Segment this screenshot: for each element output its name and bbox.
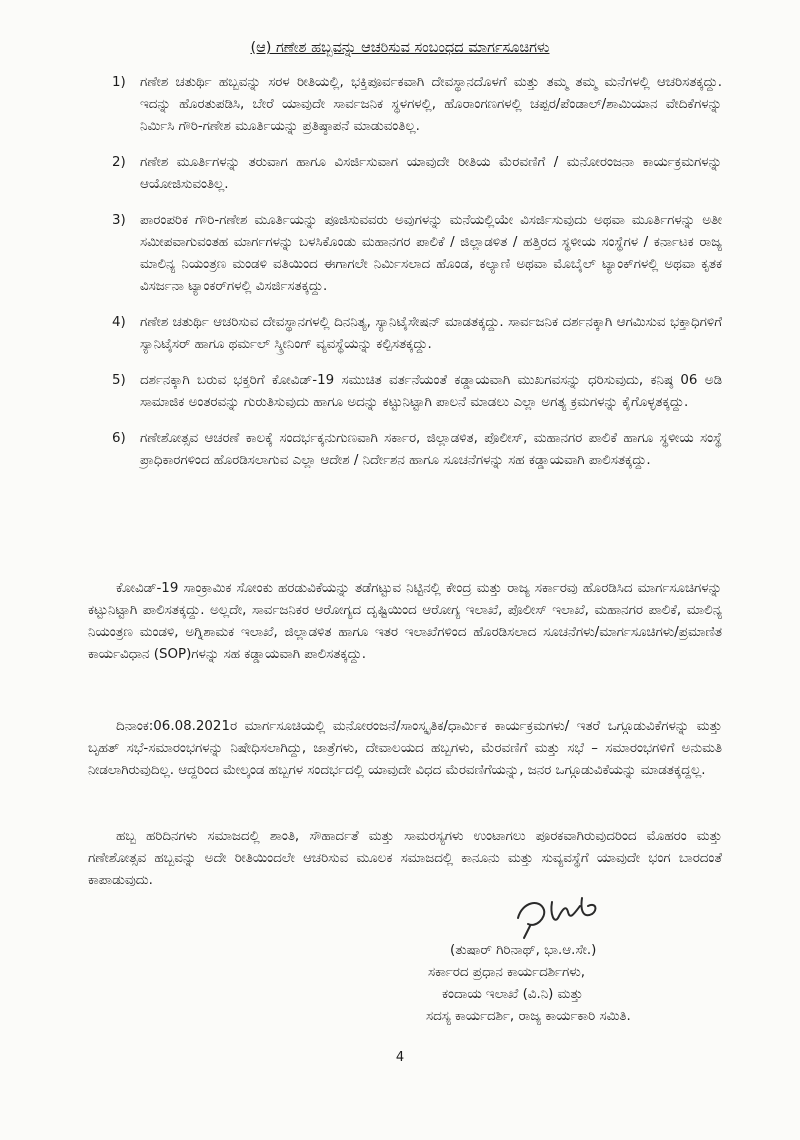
paragraph-harmony: ಹಬ್ಬ ಹರಿದಿನಗಳು ಸಮಾಜದಲ್ಲಿ ಶಾಂತಿ, ಸೌಹಾರ್ದತೆ ಮತ್ತು ಸಾಮರಸ್ಯಗಳು ಉಂಟಾಗಲು ಪೂರಕವಾಗಿರುವುದರಿಂದ ಮೊಹರಂ ಮತ್ತು ಗಣೇಶೋತ್ಸವ ಹಬ್ಬವನ್ನು ಅದೇ ರೀತಿಯಿಂದಲೇ ಆಚರಿಸುವ ಮೂಲಕ ಸಮಾಜದಲ್ಲಿ ಕಾನೂನು ಮತ್ತು ಸುವ್ಯವಸ್ಥೆಗೆ ಯಾವುದೇ ಭಂಗ ಬಾರದಂತೆ ಕಾಪಾಡುವುದು. xyxy=(88,829,722,888)
item-text: ದರ್ಶನಕ್ಕಾಗಿ ಬರುವ ಭಕ್ತರಿಗೆ ಕೋವಿಡ್-19 ಸಮುಚಿತ ವರ್ತನೆಯಂತೆ ಕಡ್ಡಾಯವಾಗಿ ಮುಖಗವಸನ್ನು ಧರಿಸುವುದು, ಕನಿಷ್ಠ 06 ಅಡಿ ಸಾಮಾಜಿಕ ಅಂತರವನ್ನು ಗುರುತಿಸುವುದು ಹಾಗೂ ಅದನ್ನು ಕಟ್ಟುನಿಟ್ಟಾಗಿ ಪಾಲನೆ ಮಾಡಲು ಎಲ್ಲಾ ಅಗತ್ಯ ಕ್ರಮಗಳನ್ನು ಕೈಗೊಳ್ಳತಕ್ಕದ್ದು. xyxy=(140,373,722,410)
item-text: ಗಣೇಶೋತ್ಸವ ಆಚರಣೆ ಕಾಲಕ್ಕೆ ಸಂದರ್ಭಕ್ಕನುಗುಣವಾಗಿ ಸರ್ಕಾರ, ಜಿಲ್ಲಾಡಳಿತ, ಪೊಲೀಸ್, ಮಹಾನಗರ ಪಾಲಿಕೆ ಹಾಗೂ ಸ್ಥಳೀಯ ಸಂಸ್ಥೆ ಪ್ರಾಧಿಕಾರಗಳಿಂದ ಹೊರಡಿಸಲಾಗುವ ಎಲ್ಲಾ ಆದೇಶ / ನಿರ್ದೇಶನ ಹಾಗೂ ಸೂಚನೆಗಳನ್ನು ಸಹ ಕಡ್ಡಾಯವಾಗಿ ಪಾಲಿಸತಕ್ಕದ್ದು. xyxy=(140,431,722,468)
item-number: 6) xyxy=(112,431,126,446)
signature-icon xyxy=(500,888,605,943)
item-text: ಗಣೇಶ ಚತುರ್ಥಿ ಆಚರಿಸುವ ದೇವಸ್ಥಾನಗಳಲ್ಲಿ ದಿನನಿತ್ಯ, ಸ್ಯಾನಿಟೈಸೇಷನ್ ಮಾಡತಕ್ಕದ್ದು. ಸಾರ್ವಜನಿಕ ದರ್ಶನಕ್ಕಾಗಿ ಆಗಮಿಸುವ ಭಕ್ತಾಧಿಗಳಿಗೆ ಸ್ಯಾನಿಟೈಸರ್ ಹಾಗೂ ಥರ್ಮಲ್ ಸ್ಕ್ರೀನಿಂಗ್ ವ್ಯವಸ್ಥೆಯನ್ನು ಕಲ್ಪಿಸತಕ್ಕದ್ದು. xyxy=(140,315,722,352)
paragraph-order-date: ದಿನಾಂಕ:06.08.2021ರ ಮಾರ್ಗಸೂಚಿಯಲ್ಲಿ ಮನೋರಂಜನೆ/ಸಾಂಸ್ಕೃತಿಕ/ಧಾರ್ಮಿಕ ಕಾರ್ಯಕ್ರಮಗಳು/ ಇತರೆ ಒಗ್ಗೂಡುವಿಕೆಗಳನ್ನು ಮತ್ತು ಬೃಹತ್ ಸಭೆ-ಸಮಾರಂಭಗಳನ್ನು ನಿಷೇಧಿಸಲಾಗಿದ್ದು, ಜಾತ್ರೆಗಳು, ದೇವಾಲಯದ ಹಬ್ಬಗಳು, ಮೆರವಣಿಗೆ ಮತ್ತು ಸಭೆ – ಸಮಾರಂಭಗಳಿಗೆ ಅನುಮತಿ ನೀಡಲಾಗಿರುವುದಿಲ್ಲ. ಆದ್ದರಿಂದ ಮೇಲ್ಕಂಡ ಹಬ್ಬಗಳ ಸಂದರ್ಭದಲ್ಲಿ ಯಾವುದೇ ವಿಧದ ಮೆರವಣಿಗೆಯನ್ನು, ಜನರ ಒಗ್ಗೂಡುವಿಕೆಯನ್ನು ಮಾಡತಕ್ಕದ್ದಲ್ಲ. xyxy=(88,719,722,778)
list-item xyxy=(112,152,722,196)
section-heading: (ಆ) ಗಣೇಶ ಹಬ್ಬವನ್ನು ಆಚರಿಸುವ ಸಂಬಂಧದ ಮಾರ್ಗಸೂಚಿಗಳು xyxy=(250,40,550,56)
item-number: 4) xyxy=(112,315,126,330)
item-text: ಗಣೇಶ ಚತುರ್ಥಿ ಹಬ್ಬವನ್ನು ಸರಳ ರೀತಿಯಲ್ಲಿ, ಭಕ್ತಿಪೂರ್ವಕವಾಗಿ ದೇವಸ್ಥಾನದೊಳಗೆ ಮತ್ತು ತಮ್ಮ ತಮ್ಮ ಮನೆಗಳಲ್ಲಿ ಆಚರಿಸತಕ್ಕದ್ದು. ಇದನ್ನು ಹೊರತುಪಡಿಸಿ, ಬೇರೆ ಯಾವುದೇ ಸಾರ್ವಜನಿಕ ಸ್ಥಳಗಳಲ್ಲಿ, ಹೊರಾಂಗಣಗಳಲ್ಲಿ ಚಪ್ಪರ/ಪೆಂಡಾಲ್/ಶಾಮಿಯಾನ ವೇದಿಕೆಗಳನ್ನು ನಿರ್ಮಿಸಿ ಗೌರಿ-ಗಣೇಶ ಮೂರ್ತಿಯನ್ನು ಪ್ರತಿಷ್ಠಾಪನೆ ಮಾಡುವಂತಿಲ್ಲ. xyxy=(140,75,722,134)
signatory-name: (ತುಷಾರ್ ಗಿರಿನಾಥ್, ಭಾ.ಆ.ಸೇ.) xyxy=(450,943,597,958)
signatory-committee: ಸದಸ್ಯ ಕಾರ್ಯದರ್ಶಿ, ರಾಜ್ಯ ಕಾರ್ಯಕಾರಿ ಸಮಿತಿ. xyxy=(426,1009,631,1024)
item-number: 2) xyxy=(112,155,126,170)
list-item xyxy=(112,72,722,138)
signature-image xyxy=(500,888,605,943)
item-text: ಪಾರಂಪರಿಕ ಗೌರಿ-ಗಣೇಶ ಮೂರ್ತಿಯನ್ನು ಪೂಜಿಸುವವರು ಅವುಗಳನ್ನು ಮನೆಯಲ್ಲಿಯೇ ವಿಸರ್ಜಿಸುವುದು ಅಥವಾ ಮೂರ್ತಿಗಳನ್ನು ಅತೀ ಸಮೀಪವಾಗುವಂತಹ ಮಾರ್ಗಗಳನ್ನು ಬಳಸಿಕೊಂಡು ಮಹಾನಗರ ಪಾಲಿಕೆ / ಜಿಲ್ಲಾಡಳಿತ / ಹತ್ತಿರದ ಸ್ಥಳೀಯ ಸಂಸ್ಥೆಗಳ / ಕರ್ನಾಟಕ ರಾಜ್ಯ ಮಾಲಿನ್ಯ ನಿಯಂತ್ರಣ ಮಂಡಳಿ ವತಿಯಿಂದ ಈಗಾಗಲೇ ನಿರ್ಮಿಸಲಾದ ಹೊಂಡ, ಕಲ್ಯಾಣಿ ಅಥವಾ ಮೊಬೈಲ್ ಟ್ಯಾಂಕ್‌ಗಳಲ್ಲಿ ಅಥವಾ ಕೃತಕ ವಿಸರ್ಜನಾ ಟ್ಯಾಂಕರ್‌ಗಳಲ್ಲಿ ವಿಸರ್ಜಿಸತಕ್ಕದ್ದು. xyxy=(140,213,722,294)
item-number: 3) xyxy=(112,213,126,228)
list-item xyxy=(112,312,722,356)
item-number: 5) xyxy=(112,373,126,388)
paragraph-covid-guidelines: ಕೋವಿಡ್-19 ಸಾಂಕ್ರಾಮಿಕ ಸೋಂಕು ಹರಡುವಿಕೆಯನ್ನು ತಡೆಗಟ್ಟುವ ನಿಟ್ಟಿನಲ್ಲಿ ಕೇಂದ್ರ ಮತ್ತು ರಾಜ್ಯ ಸರ್ಕಾರವು ಹೊರಡಿಸಿದ ಮಾರ್ಗಸೂಚಿಗಳನ್ನು ಕಟ್ಟುನಿಟ್ಟಾಗಿ ಪಾಲಿಸತಕ್ಕದ್ದು. ಅಲ್ಲದೇ, ಸಾರ್ವಜನಿಕರ ಆರೋಗ್ಯದ ದೃಷ್ಟಿಯಿಂದ ಆರೋಗ್ಯ ಇಲಾಖೆ, ಪೊಲೀಸ್ ಇಲಾಖೆ, ಮಹಾನಗರ ಪಾಲಿಕೆ, ಮಾಲಿನ್ಯ ನಿಯಂತ್ರಣ ಮಂಡಳಿ, ಅಗ್ನಿಶಾಮಕ ಇಲಾಖೆ, ಜಿಲ್ಲಾಡಳಿತ ಹಾಗೂ ಇತರ ಇಲಾಖೆಗಳಿಂದ ಹೊರಡಿಸಲಾದ ಸೂಚನೆಗಳು/ಮಾರ್ಗಸೂಚಿಗಳು/ಪ್ರಮಾಣಿತ ಕಾರ್ಯವಿಧಾನ (SOP)ಗಳನ್ನು ಸಹ ಕಡ್ಡಾಯವಾಗಿ ಪಾಲಿಸತಕ್ಕದ್ದು. xyxy=(88,581,722,662)
signatory-department: ಕಂದಾಯ ಇಲಾಖೆ (ವಿ.ನಿ) ಮತ್ತು xyxy=(442,987,583,1002)
item-number: 1) xyxy=(112,75,126,90)
list-item xyxy=(112,210,722,298)
list-item xyxy=(112,428,722,472)
item-text: ಗಣೇಶ ಮೂರ್ತಿಗಳನ್ನು ತರುವಾಗ ಹಾಗೂ ವಿಸರ್ಜಿಸುವಾಗ ಯಾವುದೇ ರೀತಿಯ ಮೆರವಣಿಗೆ / ಮನೋರಂಜನಾ ಕಾರ್ಯಕ್ರಮಗಳನ್ನು ಆಯೋಜಿಸುವಂತಿಲ್ಲ. xyxy=(140,155,722,192)
guidelines-list xyxy=(112,72,722,486)
signature-block xyxy=(420,940,720,1028)
signatory-designation: ಸರ್ಕಾರದ ಪ್ರಧಾನ ಕಾರ್ಯದರ್ಶಿಗಳು, xyxy=(428,965,586,980)
page-number: 4 xyxy=(395,1050,405,1065)
list-item xyxy=(112,370,722,414)
